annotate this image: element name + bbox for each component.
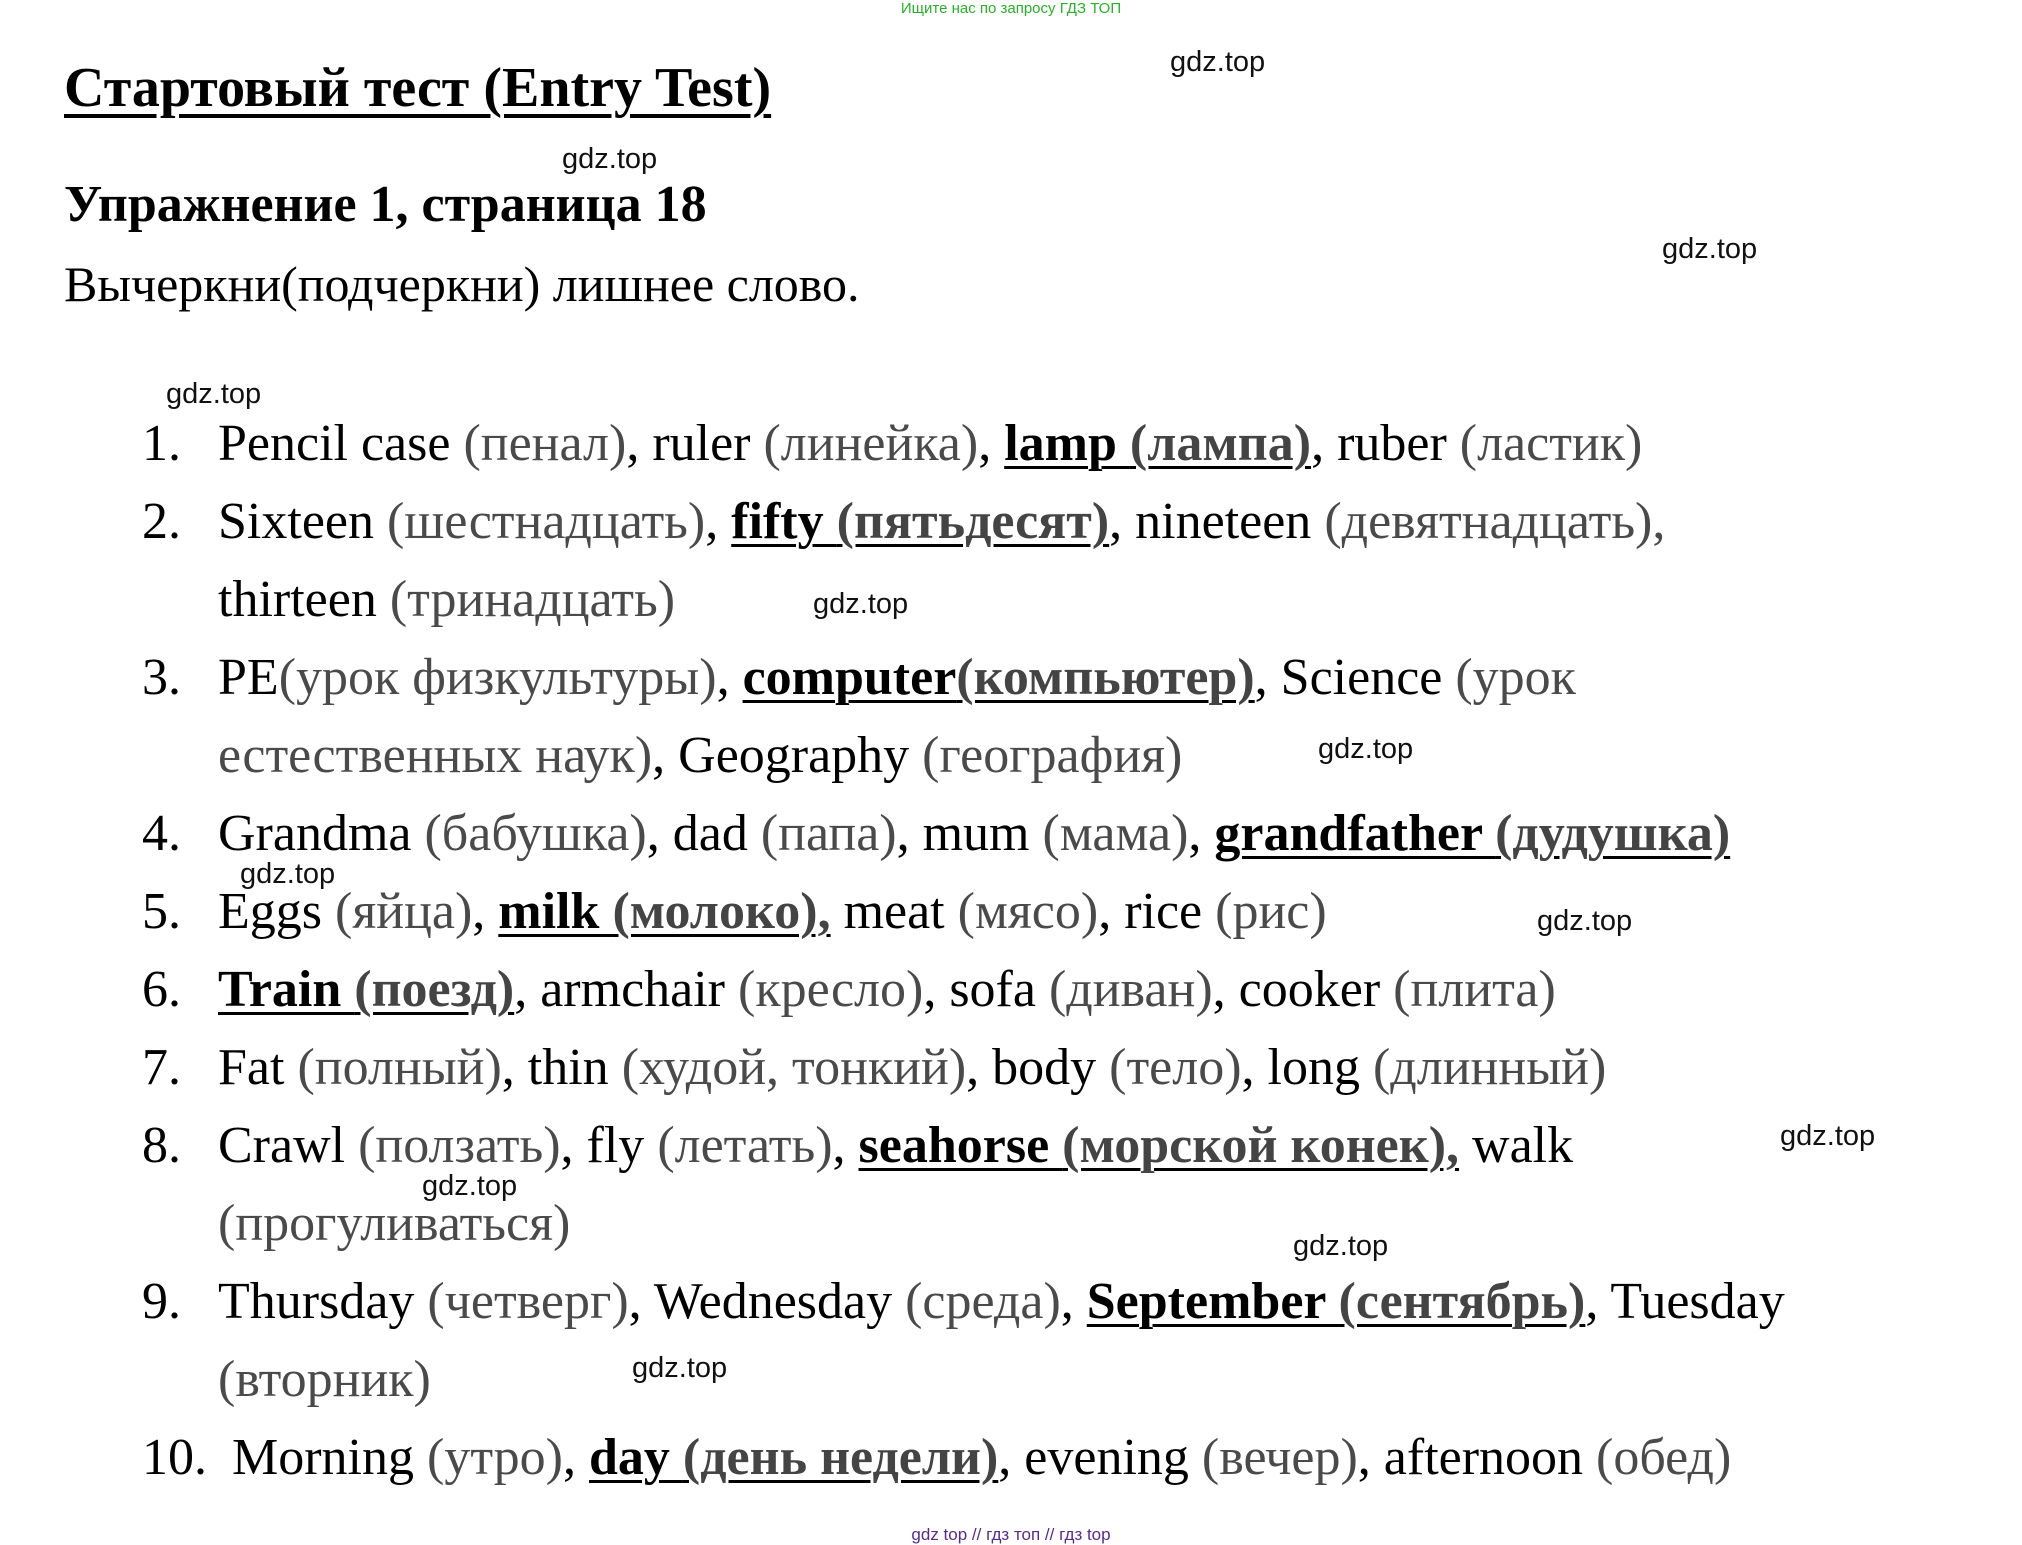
answer-word: Train (поезд) [218, 961, 515, 1018]
item-text: Sixteen (шестнадцать), fifty (пятьдесят), nineteen (девятнадцать), [218, 493, 1666, 550]
exercise-heading: Упражнение 1, страница 18 [64, 176, 707, 233]
item-text: Train (поезд), armchair (кресло), sofa (диван), cooker (плита) [218, 961, 1556, 1018]
watermark: gdz.top [813, 588, 909, 620]
page-title: Стартовый тест (Entry Test) [64, 57, 772, 119]
item-number: 3. [142, 649, 181, 706]
item-text: thirteen (тринадцать) [218, 571, 676, 628]
watermark: gdz.top [1293, 1230, 1389, 1262]
watermark: gdz.top [166, 378, 262, 410]
watermark: gdz.top [422, 1170, 518, 1202]
watermark: gdz.top [1318, 733, 1414, 765]
item-text: Morning (утро), day (день недели), evening (вечер), afternoon (обед) [232, 1429, 1732, 1486]
item-number: 10. [142, 1429, 207, 1486]
item-text: Thursday (четверг), Wednesday (среда), September (сентябрь), Tuesday [218, 1273, 1785, 1330]
answer-word: lamp (лампа) [1004, 415, 1312, 472]
watermark: gdz.top [1662, 233, 1758, 265]
item-number: 7. [142, 1039, 181, 1096]
answer-word: grandfather (дудушка) [1214, 805, 1731, 862]
watermark: gdz.top [562, 143, 658, 175]
footer-watermark: gdz top // гдз топ // гдз top [911, 1525, 1111, 1544]
item-text: Fat (полный), thin (худой, тонкий), body (тело), long (длинный) [218, 1039, 1607, 1096]
item-text: PE(урок физкультуры), computer(компьютер), Science (урок [218, 649, 1576, 706]
item-text: (прогуливаться) [218, 1195, 571, 1252]
item-number: 5. [142, 883, 181, 940]
item-text: Crawl (ползать), fly (летать), seahorse (морской конек), walk [218, 1117, 1574, 1174]
answer-word: fifty (пятьдесят) [731, 493, 1110, 550]
item-text: (вторник) [218, 1351, 431, 1408]
item-number: 4. [142, 805, 181, 862]
item-text: Pencil case (пенал), ruler (линейка), lamp (лампа), ruber (ластик) [218, 415, 1643, 472]
answer-word: seahorse (морской конек), [858, 1117, 1460, 1174]
watermark: gdz.top [1780, 1120, 1876, 1152]
watermark: gdz.top [1537, 905, 1633, 937]
item-text: Eggs (яйца), milk (молоко), meat (мясо), rice (рис) [218, 883, 1327, 940]
watermark: gdz.top [632, 1352, 728, 1384]
item-number: 6. [142, 961, 181, 1018]
watermark: gdz.top [1170, 46, 1266, 78]
item-text: естественных наук), Geography (география) [218, 727, 1183, 784]
answer-word: day (день недели) [589, 1429, 999, 1486]
answer-word: September (сентябрь) [1086, 1273, 1586, 1330]
item-number: 8. [142, 1117, 181, 1174]
item-text: Grandma (бабушка), dad (папа), mum (мама), grandfather (дудушка) [218, 805, 1731, 862]
answer-word: computer(компьютер) [742, 649, 1255, 706]
item-number: 2. [142, 493, 181, 550]
top-banner: Ищите нас по запросу ГДЗ ТОП [900, 0, 1122, 17]
item-number: 9. [142, 1273, 181, 1330]
answer-word: milk (молоко), [498, 883, 831, 940]
instruction-text: Вычеркни(подчеркни) лишнее слово. [64, 256, 860, 312]
watermark: gdz.top [240, 858, 336, 890]
item-number: 1. [142, 415, 181, 472]
